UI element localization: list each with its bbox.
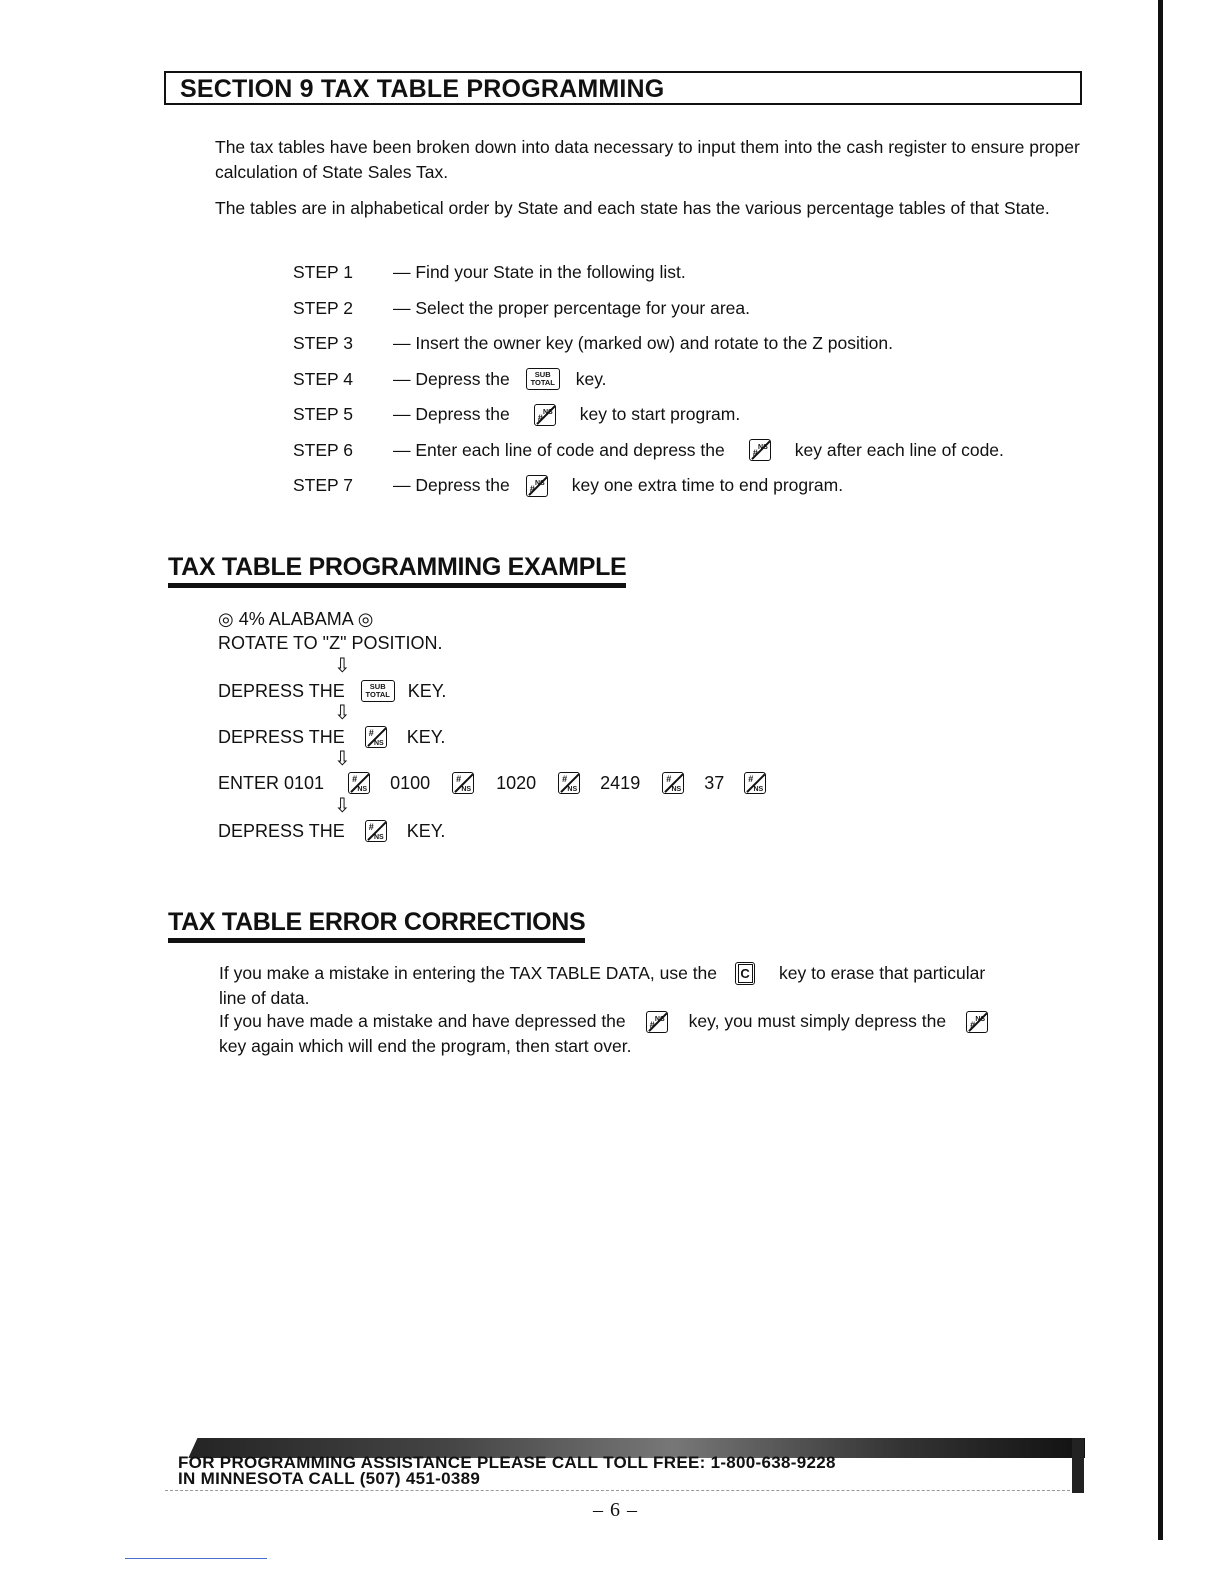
example-enter-codes [218,772,766,794]
ns-key-icon: # NS [646,1011,668,1033]
code-value: 2419 [600,772,641,793]
step-number: STEP 1 [293,262,353,283]
footer-line-1: FOR PROGRAMMING ASSISTANCE PLEASE CALL TOLL FREE: 1-800-638-9228 [178,1453,836,1472]
step-text: — Depress the [393,404,510,425]
step-text-after: key one extra time to end program. [571,475,844,496]
step-number: STEP 3 [293,333,353,354]
error-line-3 [219,1009,1099,1034]
code-value: 1020 [496,772,537,793]
key-label: KEY. [407,680,447,701]
step-text-after: key. [575,368,607,389]
step-text: — Depress the [393,475,510,496]
intro-paragraph-2: The tables are in alphabetical order by State and each state has the various percentage tables of that State. [215,198,1050,218]
footer-edge [1072,1438,1084,1493]
enter-label: ENTER 0101 [218,772,325,793]
example-title: ◎ 4% ALABAMA ◎ [218,609,374,629]
step-number: STEP 4 [293,368,353,389]
down-arrow-icon: ⇩ [334,702,351,724]
step-text: — Select the proper percentage for your area. [393,297,751,318]
ns-key-icon: # NS [348,772,370,794]
step-item [293,326,1004,362]
footer-assistance [178,1455,836,1487]
step-text: — Insert the owner key (marked ow) and rotate to the Z position. [393,333,893,354]
ns-key-icon: # NS [365,820,387,842]
footer-line-2: IN MINNESOTA CALL (507) 451-0389 [178,1469,481,1488]
step-number: STEP 7 [293,475,353,496]
steps-list [293,255,1004,504]
depress-label: DEPRESS THE [218,680,345,701]
example-step-subtotal [218,680,446,702]
down-arrow-icon: ⇩ [334,748,351,770]
step-text: — Enter each line of code and depress the [393,439,725,460]
section-header-box [164,71,1082,105]
code-value: 0100 [390,772,431,793]
ns-key-icon: # NS [744,772,766,794]
step-item [293,291,1004,327]
step-item [293,433,1004,469]
error-text: key to erase that particular [779,963,986,983]
error-text: key, you must simply depress the [688,1011,947,1031]
example-step-end [218,820,445,842]
code-value: 37 [704,772,725,793]
down-arrow-icon: ⇩ [334,795,351,817]
depress-label: DEPRESS THE [218,726,345,747]
ns-key-icon: # NS [452,772,474,794]
step-text-after: key to start program. [579,404,741,425]
clear-key-icon: C [735,962,755,985]
ns-key-icon: # NS [966,1011,988,1033]
ns-key-icon: # NS [365,726,387,748]
down-arrow-icon: ⇩ [334,655,351,677]
bottom-mark [125,1558,267,1559]
error-line-1 [219,961,1099,986]
depress-label: DEPRESS THE [218,820,345,841]
error-line-2: line of data. [219,988,310,1008]
step-text: — Depress the [393,368,510,389]
section-title: SECTION 9 TAX TABLE PROGRAMMING [180,75,665,103]
key-label: KEY. [406,820,446,841]
step-item [293,397,1004,433]
step-number: STEP 6 [293,439,353,460]
step-number: STEP 2 [293,297,353,318]
step-item [293,362,1004,398]
step-number: STEP 5 [293,404,353,425]
example-step-ns [218,726,445,748]
ns-key-icon: # NS [534,404,556,426]
example-rotate: ROTATE TO "Z" POSITION. [218,633,443,653]
step-text: — Find your State in the following list. [393,262,686,283]
subtotal-key-icon: SUB TOTAL [526,368,560,390]
key-label: KEY. [406,726,446,747]
subtotal-key-icon: SUB TOTAL [361,680,395,702]
ns-key-icon: # NS [749,439,771,461]
page-edge-rule [1158,0,1163,1540]
ns-key-icon: # NS [558,772,580,794]
step-text-after: key after each line of code. [794,439,1004,460]
error-line-4: key again which will end the program, then start over. [219,1036,632,1056]
error-text: If you have made a mistake and have depressed the [219,1011,626,1031]
errors-heading: TAX TABLE ERROR CORRECTIONS [168,908,585,943]
ns-key-icon: # NS [526,475,548,497]
page-number: – 6 – [593,1499,638,1521]
step-item [293,255,1004,291]
ns-key-icon: # NS [662,772,684,794]
intro-paragraph-1: The tax tables have been broken down into data necessary to input them into the cash register to ensure proper calculation of State Sales Tax. [215,137,1080,182]
error-text: If you make a mistake in entering the TAX TABLE DATA, use the [219,963,718,983]
step-item [293,468,1004,504]
example-heading: TAX TABLE PROGRAMMING EXAMPLE [168,553,626,588]
footer-rule [165,1490,1070,1491]
